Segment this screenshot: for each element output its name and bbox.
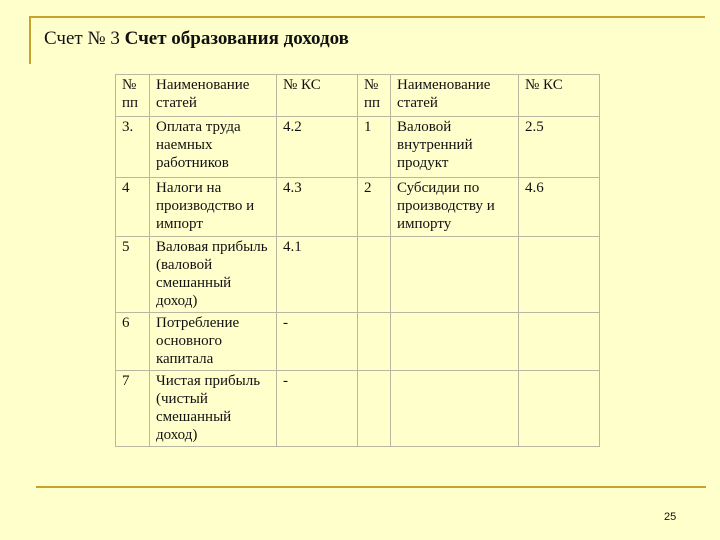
header-cell: Наименование статей [391,75,519,117]
title-prefix: Счет № 3 [44,28,120,49]
header-cell: Наименование статей [150,75,277,117]
header-cell: № пп [116,75,150,117]
table-cell: Субсидии по производству и импорту [391,178,519,237]
table-cell [391,371,519,447]
table-cell: 4.3 [277,178,358,237]
table-cell: Налоги на производство и импорт [150,178,277,237]
table-cell: Чистая прибыль (чистый смешанный доход) [150,371,277,447]
table-cell: - [277,371,358,447]
accounts-table [115,74,600,447]
table-row [116,371,600,447]
table-cell: 5 [116,237,150,313]
slide-title [44,27,349,51]
table-cell [519,371,600,447]
table-cell: 4 [116,178,150,237]
table-cell [358,313,391,371]
header-cell: № КС [277,75,358,117]
table-cell: 4.1 [277,237,358,313]
table-cell: 4.2 [277,117,358,178]
table-cell: 4.6 [519,178,600,237]
table-cell: Оплата труда наемных работников [150,117,277,178]
table-cell: 1 [358,117,391,178]
table-cell [358,371,391,447]
table-cell: - [277,313,358,371]
left-frame-line [29,16,31,64]
page-number: 25 [664,511,677,523]
table-cell: 3. [116,117,150,178]
table-cell: 2.5 [519,117,600,178]
table-cell: Потребление основного капитала [150,313,277,371]
table-cell: 2 [358,178,391,237]
table-cell: 7 [116,371,150,447]
top-frame-line [29,16,705,18]
table-cell [391,237,519,313]
table-cell [519,313,600,371]
table-cell [391,313,519,371]
table-row [116,237,600,313]
table-row [116,178,600,237]
table-cell: Валовая прибыль (валовой смешанный доход) [150,237,277,313]
table-cell [519,237,600,313]
header-cell: № пп [358,75,391,117]
footer-divider [36,486,706,488]
header-cell: № КС [519,75,600,117]
table-row [116,117,600,178]
table-row [116,313,600,371]
table-cell: 6 [116,313,150,371]
title-main: Счет образования доходов [124,28,349,49]
table-cell [358,237,391,313]
table-cell: Валовой внутренний продукт [391,117,519,178]
table-header-row [116,75,600,117]
